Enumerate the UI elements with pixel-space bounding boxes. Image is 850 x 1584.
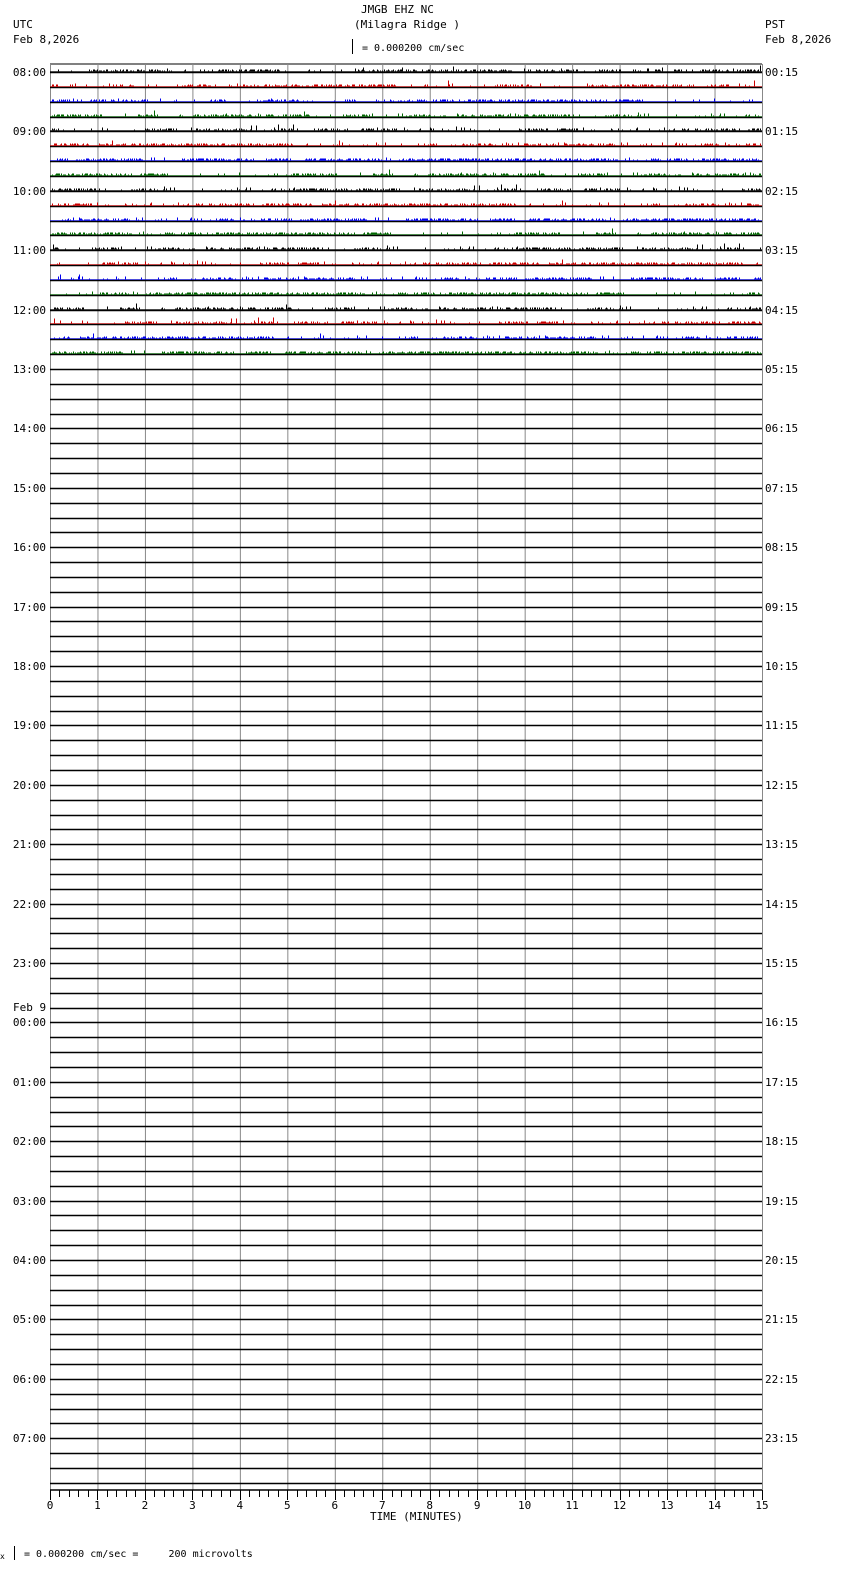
utc-hour-label: 13:00 [12, 363, 46, 376]
pst-hour-label: 04:15 [765, 304, 799, 317]
utc-hour-label: 23:00 [12, 957, 46, 970]
pst-hour-label: 05:15 [765, 363, 799, 376]
utc-hour-label: 15:00 [12, 482, 46, 495]
utc-hour-label: 04:00 [12, 1254, 46, 1267]
x-tick-label: 3 [189, 1499, 196, 1512]
x-tick-label: 10 [518, 1499, 532, 1512]
utc-hour-label: 18:00 [12, 660, 46, 673]
seismic-trace [53, 170, 761, 176]
x-axis-label: TIME (MINUTES) [370, 1510, 463, 1523]
utc-hour-label: 05:00 [12, 1313, 46, 1326]
utc-hour-label: 08:00 [12, 66, 46, 79]
pst-hour-label: 16:15 [765, 1016, 799, 1029]
utc-hour-label: 14:00 [12, 422, 46, 435]
seismic-trace [59, 66, 761, 72]
utc-hour-label: 07:00 [12, 1432, 46, 1445]
pst-hour-label: 22:15 [765, 1373, 799, 1386]
pst-hour-label: 18:15 [765, 1135, 799, 1148]
pst-hour-label: 13:15 [765, 838, 799, 851]
pst-zone-label: PST [765, 18, 785, 31]
x-tick-label: 13 [660, 1499, 674, 1512]
seismic-trace [58, 260, 758, 265]
utc-hour-label: 17:00 [12, 601, 46, 614]
footer-mark: x [0, 1552, 5, 1561]
pst-hour-label: 15:15 [765, 957, 799, 970]
seismic-trace [59, 275, 761, 280]
utc-hour-label: 19:00 [12, 719, 46, 732]
seismic-trace [55, 141, 761, 146]
x-tick-label: 2 [141, 1499, 149, 1512]
utc-hour-label: 03:00 [12, 1195, 46, 1208]
utc-hour-label: 20:00 [12, 779, 46, 792]
x-tick-label: 14 [707, 1499, 722, 1512]
utc-zone-label: UTC [13, 18, 33, 31]
x-tick-label: 12 [612, 1499, 627, 1512]
utc-hour-label: 12:00 [12, 304, 46, 317]
pst-date-label: Feb 8,2026 [765, 33, 832, 46]
utc-hour-label: 01:00 [12, 1076, 46, 1089]
seismic-trace [54, 244, 761, 250]
pst-hour-label: 06:15 [765, 422, 799, 435]
seismic-trace [55, 334, 758, 339]
utc-hour-label: 10:00 [12, 185, 46, 198]
seismic-trace [55, 304, 761, 310]
utc-hour-label: 02:00 [12, 1135, 46, 1148]
x-tick-label: 8 [426, 1499, 434, 1512]
seismic-trace [53, 111, 759, 117]
pst-hour-label: 03:15 [765, 244, 799, 257]
x-tick-label: 11 [565, 1499, 579, 1512]
utc-hour-label: 09:00 [12, 125, 46, 138]
seismic-trace [53, 185, 761, 191]
pst-hour-label: 19:15 [765, 1195, 799, 1208]
pst-hour-label: 01:15 [765, 125, 799, 138]
utc-hour-label: 16:00 [12, 541, 46, 554]
station-title: JMGB EHZ NC [361, 3, 434, 16]
utc-date-label: Feb 8,2026 [13, 33, 80, 46]
day-change-label: Feb 9 [13, 1001, 47, 1014]
pst-hour-label: 14:15 [765, 898, 799, 911]
x-tick-label: 0 [46, 1499, 54, 1512]
footer-scale-bar-icon [14, 1546, 15, 1560]
pst-hour-label: 17:15 [765, 1076, 799, 1089]
pst-hour-label: 09:15 [765, 601, 799, 614]
x-tick-label: 1 [94, 1499, 101, 1512]
pst-hour-label: 12:15 [765, 779, 799, 792]
pst-hour-label: 21:15 [765, 1313, 799, 1326]
pst-hour-label: 08:15 [765, 541, 799, 554]
pst-hour-label: 02:15 [765, 185, 799, 198]
x-tick-label: 7 [378, 1499, 386, 1512]
pst-hour-label: 20:15 [765, 1254, 799, 1267]
seismic-trace [53, 201, 759, 206]
footer-scale-text: = 0.000200 cm/sec = 200 microvolts [24, 1549, 253, 1560]
pst-hour-label: 23:15 [765, 1432, 799, 1445]
seismic-trace [55, 318, 761, 324]
scale-text: = 0.000200 cm/sec [362, 43, 465, 54]
site-name: (Milagra Ridge ) [354, 18, 460, 31]
x-tick-label: 9 [473, 1499, 481, 1512]
utc-hour-label: 11:00 [12, 244, 46, 257]
utc-hour-label: 22:00 [12, 898, 46, 911]
pst-hour-label: 00:15 [765, 66, 799, 79]
pst-hour-label: 10:15 [765, 660, 799, 673]
pst-hour-label: 11:15 [765, 719, 799, 732]
seismic-trace [53, 229, 760, 235]
seismic-trace [53, 81, 755, 87]
seismic-trace [53, 125, 761, 131]
x-tick-label: 6 [331, 1499, 339, 1512]
utc-hour-label: 21:00 [12, 838, 46, 851]
utc-hour-label: 06:00 [12, 1373, 46, 1386]
x-tick-label: 15 [755, 1499, 769, 1512]
x-tick-label: 5 [284, 1499, 291, 1512]
utc-hour-label: 00:00 [12, 1016, 46, 1029]
pst-hour-label: 07:15 [765, 482, 799, 495]
x-tick-label: 4 [236, 1499, 244, 1512]
